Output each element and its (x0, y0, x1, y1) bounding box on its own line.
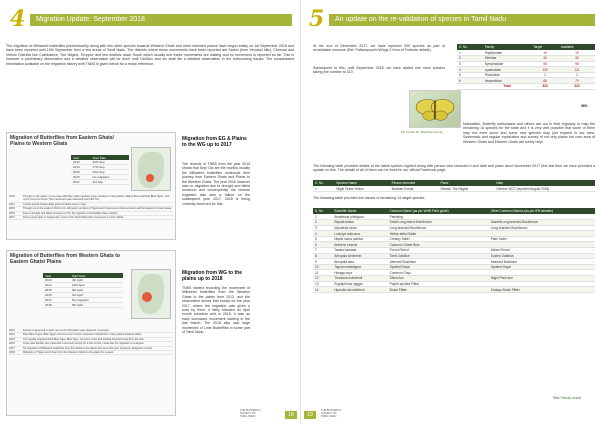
note-row (9, 351, 173, 355)
panel2-title: Migration of Butterflies from Western Ghats to Eastern Ghats/ Plains (10, 253, 120, 265)
table-cell: 32 (559, 56, 595, 62)
table-cell: Kodagu Brush Flitter (489, 287, 595, 293)
note-text: Dark Blue Tigers, Blue Tigers and Common Crows movement noticed from many places towards plains. (23, 333, 143, 337)
column-header: Target (531, 44, 559, 50)
side1-heading: Migration from EG & Plains to the WG up to 2017 (182, 136, 247, 148)
family-percent: 96% (581, 104, 588, 108)
photo-caption: Pic Credit: Mr. Sharthan Kumar (401, 130, 443, 134)
table-cell: Riodinidae (483, 72, 531, 78)
note-year: 2018 (9, 351, 15, 355)
date-cell: No migration (70, 298, 123, 303)
right-para-3: The following table provides details of the latest species sighted along with person who recorded it and date and place since November 2017 (the last time we have provided a update on this. The details of all of them can be found in our official Facebook page. (313, 164, 595, 173)
table-cell: 7 (313, 248, 332, 254)
right-page-number: 5 (309, 6, 325, 32)
text-credit (553, 396, 581, 400)
date-cell: 3rd Sep (91, 180, 129, 185)
note-text: Due to good rains in September, more in the Tamil Nadu belt, movement is more visible. (23, 216, 124, 220)
panel1-map (131, 147, 171, 191)
butterfly-illustration (410, 91, 460, 127)
note-text: Due to drought and failed monsoon in TN, No migration of butterflies were noticed. (23, 211, 118, 215)
table-cell: Horaga onyx (332, 270, 387, 276)
year-cell: 2015 (43, 288, 70, 293)
table-cell: Brush Flitter (388, 287, 489, 293)
note-text: The regular migrants Dark Blue Tiger, Blue Tiger, Common Crow and Double-branded Crow from the hills. (23, 337, 145, 341)
right-page (300, 0, 600, 424)
table-cell: Thoressa evershedi (332, 276, 387, 282)
table-cell: Hesperiidae (483, 78, 531, 84)
table-cell: 5 (457, 72, 483, 78)
table-cell: 3 (313, 225, 332, 231)
table-cell: 12 (313, 276, 332, 282)
table-cell: Yellow-tailed Sailer (388, 231, 489, 237)
panel1-date-table (71, 155, 129, 185)
panel2-map (131, 269, 171, 319)
table-cell: Arhopala wimberlei (332, 253, 387, 259)
table-cell: Arhopala alea (332, 259, 387, 265)
table-cell: 3 (457, 61, 483, 67)
table-cell: Madhan Kumar (390, 186, 439, 192)
table-cell: Devala, The Nilgiris (438, 186, 494, 192)
table-row (71, 180, 129, 185)
note-text: No migration of Milkweed butterflies from the Ghats to the plains was seen this year. However, Emigrants moved. (23, 346, 153, 350)
table-cell: Small Long-brand Bushbrown (388, 220, 489, 226)
year-cell: 2013 (71, 160, 91, 165)
table-cell: Amathusia phidippus (332, 214, 387, 220)
column-header: Available (559, 44, 595, 50)
year-cell: 2017 (43, 298, 70, 303)
table-cell: Nilgiri Plain Ace (489, 276, 595, 282)
year-cell: 2014 (43, 283, 70, 288)
table-cell: Nymphalidae (483, 61, 531, 67)
table-cell: Long-branded Bushbrown (388, 225, 489, 231)
table-cell: Tamil Oakblue (388, 253, 489, 259)
side1-text: The records of TNBS from the year 2013 shows that Sep/ Oct are the months usually the Milkweed butterflies undertook their journey from Eastern Ghats and Plains to the Western Ghats. The year 2016 however saw no migration due to drought and failed monsoon and consequently the reverse migration was also a failure on the subsequent year 2017. 2018 is being currently observed for this. (182, 162, 250, 206)
total-cell: Total (483, 84, 531, 90)
column-header: S. No (313, 180, 334, 186)
column-header: Common Name (as per WHB Field guide) (388, 208, 489, 214)
table-cell: Purple-spotted Flitter (388, 281, 489, 287)
table-cell: Spotted Royal (489, 264, 595, 270)
table-cell: 14 (313, 287, 332, 293)
table-cell: Spotted Royal (388, 264, 489, 270)
date-cell: 29th Sep (91, 160, 129, 165)
latest-species-table (313, 180, 595, 192)
table-cell: Tajuria melastigma (332, 264, 387, 270)
table-cell: 121 (559, 67, 595, 73)
column-header: Other Common Names (as per IFB website) (489, 208, 595, 214)
right-footer-org: THE BUTTERFLY SOCIETY OF TAMIL NADU (321, 409, 342, 418)
column-header: Scientific Name (332, 208, 387, 214)
table-cell: Mycalesis rama (332, 225, 387, 231)
column-header: S. No (457, 44, 483, 50)
table-cell: Forest Pierrot (388, 248, 489, 254)
side2-text: TNBS started recording the movement of Milkweed butterflies from the Western Ghats to the plains from 2013, and the observation shows that except for the year 2017, where the migration was given a miss by them, it fairly followed an April month schedule and in 2018, it was an early downward movement starting in the late March. The 2018 also saw large movement of Lime Butterflies in some part of Tamil Nadu. (182, 286, 250, 335)
note-year: 2013 (9, 195, 15, 198)
column-header: Place (438, 180, 494, 186)
note-year: 2016 (9, 211, 15, 215)
table-cell: Common Ciliate Blue (388, 242, 489, 248)
date-cell: 5th April (70, 303, 123, 308)
panel1-col-year: Year (71, 155, 91, 160)
panel2-col-date: Start Date (70, 273, 123, 278)
date-cell: 26th Sep (91, 170, 129, 175)
table-cell: 6 (457, 78, 483, 84)
migration-panel-eg-to-wg (6, 132, 176, 240)
date-cell: No migration (91, 175, 129, 180)
table-cell: Creamy Sailer (388, 236, 489, 242)
table-cell: 9 (313, 259, 332, 265)
table-cell: 88 (531, 78, 559, 84)
table-cell: Zographetus ogygia (332, 281, 387, 287)
note-year: 2014 (9, 333, 15, 337)
table-cell: 98 (531, 61, 559, 67)
table-row (313, 186, 595, 192)
total-cell: 310 (559, 84, 595, 90)
panel1-title: Migration of Butterflies from Eastern Ghats/ Plains to Western Ghats (10, 135, 114, 147)
credit-name: Pavesh Anand (560, 396, 582, 400)
note-text: There was literally zero observed movement except for a few Crows. Looks like the migration to a degree. (23, 342, 145, 346)
table-cell: 19 (559, 50, 595, 56)
table-cell: Papilionidae (483, 50, 531, 56)
table-cell: 19 (531, 50, 559, 56)
left-footer-page: 18 (285, 411, 297, 419)
right-intro-1: At the end of December 2017, we have reported 309 species as part of revalidation exercise (Ref: Pattampoochi Wings 2 from of Fortnote details). (313, 44, 445, 53)
total-cell: 324 (531, 84, 559, 90)
table-cell: 2 (531, 72, 559, 78)
table-cell: 4 (313, 231, 332, 237)
table-cell: Lodoxys subcurva (332, 231, 387, 237)
note-year: 2014 (9, 202, 15, 206)
left-page-number: 4 (10, 6, 26, 32)
table-cell: Palmking (388, 214, 489, 220)
date-cell: 12th April (70, 283, 123, 288)
total-cell (457, 84, 483, 90)
note-row (9, 216, 173, 220)
right-para-4: The following table provides the names of remaining 14 target species (313, 196, 425, 200)
date-cell: 17th Sep (91, 165, 129, 170)
remaining-species-table (313, 208, 595, 293)
left-intro-text: The migration of Milkweed butterflies predominantly along with few other species towards Western Ghats and other intended places have begun easily on 1st September 2018 and have been reported until 15th September from a few areas of Tamil Nadu. The districts where these movements have been reported are Salem (from Yercaud hills), Chennai and Vellore Districts like Coimbatore, The Nilgiris, Tiruppur and few districts down South which usually see these movements are waiting and no movement is reported so far. This is however a preliminary observation and a detailed observation will be done until Oct/Nov and we shall file a detailed observation in the forthcoming issues. The consolidated information available on the migration history with TNBS is given below for a ready reference. (6, 44, 294, 66)
table-cell: Taraka hamada (332, 248, 387, 254)
panel2-col-year: Year (43, 273, 70, 278)
panel2-notes (9, 329, 173, 355)
table-cell: 1 (457, 50, 483, 56)
table-cell: Dusted Oakblue (489, 253, 595, 259)
table-row (43, 303, 123, 308)
year-cell: 2015 (71, 170, 91, 175)
table-cell: Nilgiri Grass Yellow (334, 186, 389, 192)
year-cell: 2013 (43, 278, 70, 283)
table-cell: 10 (313, 264, 332, 270)
left-footer-org: THE BUTTERFLY SOCIETY OF TAMIL NADU (240, 409, 261, 418)
panel1-notes (9, 195, 173, 220)
panel2-date-table (43, 273, 123, 308)
note-year: 2016 (9, 342, 15, 346)
left-header-bar: Migration Update: September 2018 (30, 14, 292, 26)
date-cell: 4th April (70, 278, 123, 283)
table-cell: 1 (313, 214, 332, 220)
migration-panel-wg-to-eg (6, 250, 176, 416)
date-cell: 3rd April (70, 293, 123, 298)
table-cell: 2 (559, 72, 595, 78)
table-cell: Lycaenidae (483, 67, 531, 73)
table-cell: 6 (313, 242, 332, 248)
year-cell: 2016 (71, 175, 91, 180)
date-cell: 9th April (70, 288, 123, 293)
note-text: A short period. Reasonably good numbers seen in Sep. (23, 202, 87, 206)
column-header: Species Name (334, 180, 389, 186)
note-text: Except it happened in April, not much information was observed / recorded. (23, 329, 110, 332)
note-year: 2017 (9, 216, 15, 220)
right-header-bar: An update on the re-validation of species in Tamil Nadu (329, 14, 595, 26)
table-cell: 5 (313, 236, 332, 242)
table-cell: 98 (559, 61, 595, 67)
table-cell: Neptis soma palnica (332, 236, 387, 242)
table-cell: 8 (313, 253, 332, 259)
table-cell: Indian Pierrot (489, 248, 595, 254)
column-header: Person recorded (390, 180, 439, 186)
column-header: Date (494, 180, 595, 186)
table-cell: 2 (313, 220, 332, 226)
column-header: S. No (313, 208, 332, 214)
table-cell: Aberrant Bushblue (388, 259, 489, 265)
table-cell: Shiva Ace (388, 276, 489, 282)
panel1-col-date: Start Date (91, 155, 129, 160)
year-cell: 2018 (43, 303, 70, 308)
note-text: Though not in the scale of 2013 & 14, still good numbers of Tigers and Crows were observed along with Emigrants in fewer areas. (23, 207, 172, 211)
family-table (457, 44, 595, 90)
note-row (9, 195, 173, 203)
table-cell: 130 (531, 67, 559, 73)
table-cell: Common Onyx (388, 270, 489, 276)
table-cell: 2 (457, 56, 483, 62)
table-cell: 79 (559, 78, 595, 84)
table-cell: Long-branded Bushbrown (489, 225, 595, 231)
note-text: Migration of Tigers and Crows from the Western Ghats to the plains for a week. (23, 351, 114, 355)
table-cell: 13 (313, 281, 332, 287)
table-cell: Anthene emolus (332, 242, 387, 248)
table-row (313, 287, 595, 293)
table-cell: 32 (531, 56, 559, 62)
credit-label: Text: (553, 396, 560, 400)
note-year: 2017 (9, 346, 15, 350)
table-cell: Scarlet/Long-branded Bushbrown (489, 220, 595, 226)
butterfly-photo (409, 90, 461, 128)
table-cell: 1 (313, 186, 334, 192)
right-footer-page: 19 (304, 411, 316, 419)
year-cell: 2014 (71, 165, 91, 170)
table-cell: October 2017 (reported August 2018) (494, 186, 595, 192)
table-cell: Rapala iarbus (332, 220, 387, 226)
note-year: 2015 (9, 337, 15, 341)
table-cell: Aberrant Bushblue (489, 259, 595, 265)
table-cell: 4 (457, 67, 483, 73)
table-cell: 11 (313, 270, 332, 276)
note-text: Though on the plains, in any case 20th Dec, little migrated, huge numbers in Sep before. Mainly Blue and Dark Blue Tigers. Not much Common Crow. This movement was observed until 18th Oct. (23, 195, 170, 202)
table-cell: Pieridae (483, 56, 531, 62)
total-row (457, 84, 595, 90)
note-year: 2015 (9, 207, 15, 211)
table-cell: Hyarotis microstictum (332, 287, 387, 293)
right-para-2: Naturalists, Butterfly enthusiasts and others are out in field regularly to map the remaining 14 species for the state and it is very well possible that some of them may not even occur and some new species may just expand to our area. Systematic and regular exploration and survey of not only plains but core area of Western Ghats and Eastern Ghats will surely help! (463, 122, 595, 144)
year-cell: 2017 (71, 180, 91, 185)
note-year: 2013 (9, 329, 15, 332)
right-intro-2: Subsequent to this, until September 2018, we have added one more species taking the number to 310. (313, 66, 445, 75)
side2-heading: Migration from WG to the plains up to 2018 (182, 270, 242, 282)
column-header: Family (483, 44, 531, 50)
table-cell: Palni Sailer (489, 236, 595, 242)
year-cell: 2016 (43, 293, 70, 298)
